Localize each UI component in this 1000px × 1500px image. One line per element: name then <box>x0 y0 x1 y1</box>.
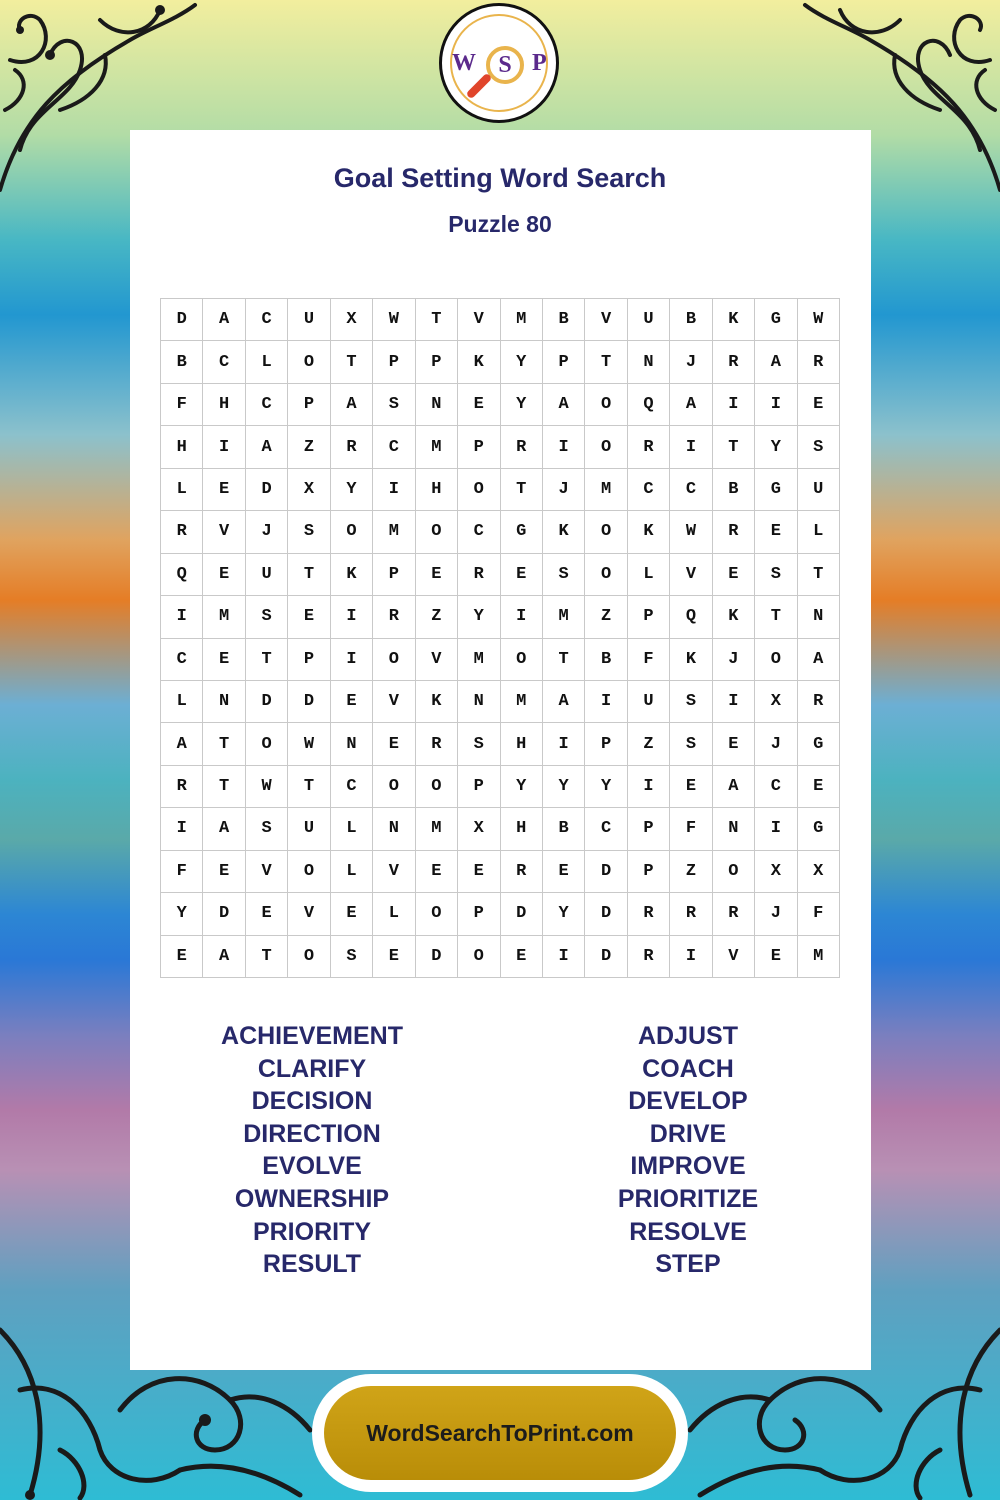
grid-cell[interactable]: C <box>585 808 627 850</box>
grid-cell[interactable]: R <box>713 341 755 383</box>
grid-cell[interactable]: T <box>246 936 288 978</box>
grid-cell[interactable]: O <box>288 341 330 383</box>
grid-cell[interactable]: Y <box>501 341 543 383</box>
grid-cell[interactable]: N <box>373 808 415 850</box>
grid-cell[interactable]: V <box>246 851 288 893</box>
grid-cell[interactable]: E <box>713 723 755 765</box>
grid-cell[interactable]: V <box>585 299 627 341</box>
grid-cell[interactable]: I <box>755 384 797 426</box>
word-list-right <box>538 1020 838 1281</box>
grid-cell[interactable]: D <box>203 893 245 935</box>
grid-cell[interactable]: G <box>501 511 543 553</box>
grid-cell[interactable]: R <box>373 596 415 638</box>
grid-cell[interactable]: S <box>798 426 840 468</box>
grid-cell[interactable]: H <box>416 469 458 511</box>
grid-cell[interactable]: E <box>416 851 458 893</box>
grid-cell[interactable]: C <box>628 469 670 511</box>
grid-cell[interactable]: Z <box>585 596 627 638</box>
grid-cell[interactable]: P <box>288 384 330 426</box>
grid-cell[interactable]: D <box>288 681 330 723</box>
grid-cell[interactable]: E <box>373 936 415 978</box>
grid-cell[interactable]: L <box>161 469 203 511</box>
grid-cell[interactable]: I <box>331 639 373 681</box>
grid-cell[interactable]: R <box>416 723 458 765</box>
grid-cell[interactable]: A <box>203 808 245 850</box>
grid-cell[interactable]: K <box>543 511 585 553</box>
grid-cell[interactable]: I <box>713 681 755 723</box>
grid-cell[interactable]: C <box>458 511 500 553</box>
grid-cell[interactable]: C <box>246 299 288 341</box>
grid-cell[interactable]: K <box>628 511 670 553</box>
grid-cell[interactable]: H <box>501 723 543 765</box>
grid-cell[interactable]: Z <box>416 596 458 638</box>
grid-cell[interactable]: X <box>331 299 373 341</box>
grid-cell[interactable]: S <box>246 808 288 850</box>
grid-cell[interactable]: A <box>203 936 245 978</box>
grid-cell[interactable]: N <box>628 341 670 383</box>
grid-cell[interactable]: M <box>501 681 543 723</box>
grid-cell[interactable]: T <box>246 639 288 681</box>
grid-cell[interactable]: K <box>713 299 755 341</box>
grid-cell[interactable]: L <box>628 554 670 596</box>
magnifier-icon <box>486 46 524 84</box>
word-list-item: COACH <box>642 1054 734 1083</box>
grid-cell[interactable]: C <box>373 426 415 468</box>
grid-cell[interactable]: E <box>246 893 288 935</box>
grid-cell[interactable]: E <box>373 723 415 765</box>
grid-cell[interactable]: S <box>288 511 330 553</box>
grid-cell[interactable]: X <box>288 469 330 511</box>
grid-cell[interactable]: T <box>288 766 330 808</box>
grid-cell[interactable]: T <box>585 341 627 383</box>
logo-letter-s: S <box>498 52 512 78</box>
grid-cell[interactable]: U <box>798 469 840 511</box>
grid-cell[interactable]: J <box>755 893 797 935</box>
grid-cell[interactable]: I <box>161 808 203 850</box>
grid-cell[interactable]: T <box>416 299 458 341</box>
grid-cell[interactable]: O <box>585 384 627 426</box>
grid-cell[interactable]: E <box>203 469 245 511</box>
grid-cell[interactable]: L <box>798 511 840 553</box>
grid-cell[interactable]: P <box>458 426 500 468</box>
grid-cell[interactable]: J <box>246 511 288 553</box>
grid-cell[interactable]: V <box>458 299 500 341</box>
grid-cell[interactable]: A <box>670 384 712 426</box>
grid-cell[interactable]: T <box>203 723 245 765</box>
grid-cell[interactable]: R <box>161 766 203 808</box>
grid-cell[interactable]: O <box>585 554 627 596</box>
grid-cell[interactable]: D <box>246 469 288 511</box>
grid-cell[interactable]: I <box>543 723 585 765</box>
grid-cell[interactable]: F <box>798 893 840 935</box>
grid-cell[interactable]: D <box>501 893 543 935</box>
grid-cell[interactable]: M <box>203 596 245 638</box>
grid-cell[interactable]: Y <box>331 469 373 511</box>
grid-cell[interactable]: O <box>713 851 755 893</box>
grid-cell[interactable]: D <box>416 936 458 978</box>
grid-cell[interactable]: I <box>713 384 755 426</box>
grid-cell[interactable]: K <box>331 554 373 596</box>
grid-cell[interactable]: G <box>755 469 797 511</box>
grid-cell[interactable]: F <box>161 384 203 426</box>
grid-cell[interactable]: E <box>798 766 840 808</box>
grid-cell[interactable]: O <box>373 639 415 681</box>
grid-cell[interactable]: E <box>755 511 797 553</box>
grid-cell[interactable]: E <box>713 554 755 596</box>
grid-cell[interactable]: P <box>288 639 330 681</box>
grid-cell[interactable]: N <box>713 808 755 850</box>
grid-cell[interactable]: O <box>288 936 330 978</box>
grid-cell[interactable]: R <box>798 681 840 723</box>
grid-cell[interactable]: E <box>203 554 245 596</box>
puzzle-number: Puzzle 80 <box>448 211 552 237</box>
grid-cell[interactable]: E <box>798 384 840 426</box>
grid-cell[interactable]: D <box>161 299 203 341</box>
grid-cell[interactable]: W <box>288 723 330 765</box>
page-title: Goal Setting Word Search <box>333 163 667 193</box>
word-list-left <box>162 1020 462 1281</box>
grid-cell[interactable]: C <box>203 341 245 383</box>
grid-cell[interactable]: W <box>670 511 712 553</box>
word-list-item: CLARIFY <box>257 1054 367 1083</box>
grid-cell[interactable]: U <box>288 299 330 341</box>
grid-cell[interactable]: I <box>628 766 670 808</box>
grid-cell[interactable]: U <box>246 554 288 596</box>
grid-cell[interactable]: U <box>628 681 670 723</box>
grid-cell[interactable]: R <box>713 511 755 553</box>
grid-cell[interactable]: J <box>713 639 755 681</box>
grid-cell[interactable]: K <box>458 341 500 383</box>
grid-cell[interactable]: S <box>670 723 712 765</box>
word-list-item: OWNERSHIP <box>234 1184 390 1213</box>
grid-cell[interactable]: R <box>628 426 670 468</box>
grid-cell[interactable]: B <box>713 469 755 511</box>
grid-cell[interactable]: J <box>543 469 585 511</box>
grid-cell[interactable]: A <box>203 299 245 341</box>
grid-cell[interactable]: H <box>203 384 245 426</box>
grid-cell[interactable]: T <box>203 766 245 808</box>
grid-cell[interactable]: E <box>543 851 585 893</box>
grid-cell[interactable]: Q <box>628 384 670 426</box>
grid-cell[interactable]: T <box>713 426 755 468</box>
word-list-item: RESULT <box>262 1250 362 1279</box>
word-list-item: IMPROVE <box>630 1152 746 1181</box>
grid-cell[interactable]: O <box>458 469 500 511</box>
grid-cell[interactable]: F <box>670 808 712 850</box>
grid-cell[interactable]: H <box>161 426 203 468</box>
grid-cell[interactable]: D <box>585 893 627 935</box>
grid-cell[interactable]: B <box>161 341 203 383</box>
grid-cell[interactable]: O <box>416 511 458 553</box>
grid-cell[interactable]: G <box>755 299 797 341</box>
grid-cell[interactable]: P <box>458 893 500 935</box>
grid-cell[interactable]: N <box>203 681 245 723</box>
grid-cell[interactable]: E <box>458 851 500 893</box>
grid-cell[interactable]: R <box>628 893 670 935</box>
grid-cell[interactable]: J <box>670 341 712 383</box>
grid-cell[interactable]: V <box>670 554 712 596</box>
grid-cell[interactable]: K <box>713 596 755 638</box>
grid-cell[interactable]: Z <box>288 426 330 468</box>
grid-cell[interactable]: I <box>331 596 373 638</box>
grid-cell[interactable]: I <box>161 596 203 638</box>
grid-cell[interactable]: R <box>713 893 755 935</box>
grid-cell[interactable]: K <box>416 681 458 723</box>
grid-cell[interactable]: F <box>628 639 670 681</box>
grid-cell[interactable]: A <box>331 384 373 426</box>
grid-cell[interactable]: R <box>501 851 543 893</box>
grid-cell[interactable]: V <box>713 936 755 978</box>
grid-cell[interactable]: C <box>670 469 712 511</box>
grid-cell[interactable]: G <box>798 808 840 850</box>
grid-cell[interactable]: I <box>203 426 245 468</box>
grid-cell[interactable]: M <box>501 299 543 341</box>
grid-cell[interactable]: N <box>798 596 840 638</box>
grid-cell[interactable]: S <box>670 681 712 723</box>
grid-cell[interactable]: M <box>543 596 585 638</box>
grid-cell[interactable]: P <box>628 596 670 638</box>
grid-cell[interactable]: B <box>585 639 627 681</box>
website-label: WordSearchToPrint.com <box>366 1419 634 1446</box>
grid-cell[interactable]: E <box>288 596 330 638</box>
grid-cell[interactable]: E <box>331 893 373 935</box>
grid-cell[interactable]: E <box>755 936 797 978</box>
grid-cell[interactable]: N <box>458 681 500 723</box>
grid-cell[interactable]: A <box>798 639 840 681</box>
grid-cell[interactable]: Q <box>161 554 203 596</box>
grid-cell[interactable]: X <box>755 851 797 893</box>
word-list-item: ADJUST <box>637 1022 738 1050</box>
grid-cell[interactable]: O <box>331 511 373 553</box>
grid-cell[interactable]: Y <box>543 766 585 808</box>
grid-cell[interactable]: L <box>161 681 203 723</box>
grid-cell[interactable]: F <box>161 851 203 893</box>
grid-cell[interactable]: U <box>288 808 330 850</box>
grid-cell[interactable]: O <box>501 639 543 681</box>
grid-cell[interactable]: C <box>331 766 373 808</box>
grid-cell[interactable]: I <box>543 426 585 468</box>
grid-cell[interactable]: I <box>585 681 627 723</box>
grid-cell[interactable]: L <box>373 893 415 935</box>
grid-cell[interactable]: N <box>416 384 458 426</box>
grid-cell[interactable]: M <box>373 511 415 553</box>
grid-cell[interactable]: Y <box>755 426 797 468</box>
grid-cell[interactable]: I <box>373 469 415 511</box>
word-list-item: ACHIEVEMENT <box>221 1022 403 1050</box>
grid-cell[interactable]: Y <box>501 766 543 808</box>
grid-cell[interactable]: I <box>543 936 585 978</box>
grid-cell[interactable]: A <box>161 723 203 765</box>
grid-cell[interactable]: E <box>203 851 245 893</box>
grid-cell[interactable]: P <box>585 723 627 765</box>
grid-cell[interactable]: T <box>755 596 797 638</box>
grid-cell[interactable]: S <box>543 554 585 596</box>
grid-cell[interactable]: I <box>501 596 543 638</box>
grid-cell[interactable]: R <box>501 426 543 468</box>
grid-cell[interactable]: W <box>246 766 288 808</box>
grid-cell[interactable]: C <box>246 384 288 426</box>
grid-cell[interactable]: V <box>373 681 415 723</box>
grid-cell[interactable]: Y <box>543 893 585 935</box>
grid-cell[interactable]: P <box>628 808 670 850</box>
grid-cell[interactable]: P <box>543 341 585 383</box>
grid-cell[interactable]: L <box>331 851 373 893</box>
grid-cell[interactable]: L <box>246 341 288 383</box>
grid-cell[interactable]: O <box>416 766 458 808</box>
grid-cell[interactable]: O <box>416 893 458 935</box>
word-list-item: DECISION <box>251 1087 373 1116</box>
grid-cell[interactable]: R <box>161 511 203 553</box>
grid-cell[interactable]: D <box>585 851 627 893</box>
word-list-item: STEP <box>655 1250 721 1279</box>
grid-cell[interactable]: T <box>501 469 543 511</box>
grid-cell[interactable]: M <box>585 469 627 511</box>
grid-cell[interactable]: Q <box>670 596 712 638</box>
letter-grid <box>160 298 840 978</box>
grid-cell[interactable]: R <box>331 426 373 468</box>
grid-cell[interactable]: K <box>670 639 712 681</box>
grid-cell[interactable]: W <box>798 299 840 341</box>
grid-cell[interactable]: E <box>501 936 543 978</box>
grid-cell[interactable]: M <box>458 639 500 681</box>
grid-cell[interactable]: O <box>373 766 415 808</box>
grid-cell[interactable]: A <box>246 426 288 468</box>
grid-cell[interactable]: T <box>543 639 585 681</box>
grid-cell[interactable]: W <box>373 299 415 341</box>
grid-cell[interactable]: B <box>670 299 712 341</box>
logo-letter-w: W <box>452 50 476 76</box>
grid-cell[interactable]: M <box>798 936 840 978</box>
grid-cell[interactable]: R <box>670 893 712 935</box>
grid-cell[interactable]: R <box>628 936 670 978</box>
grid-cell[interactable]: C <box>161 639 203 681</box>
grid-cell[interactable]: O <box>585 426 627 468</box>
grid-cell[interactable]: I <box>670 426 712 468</box>
grid-cell[interactable]: M <box>416 426 458 468</box>
word-list-item: DIRECTION <box>243 1119 381 1148</box>
grid-cell[interactable]: E <box>161 936 203 978</box>
grid-cell[interactable]: O <box>246 723 288 765</box>
grid-cell[interactable]: D <box>585 936 627 978</box>
grid-cell[interactable]: V <box>416 639 458 681</box>
word-list-item: PRIORITIZE <box>617 1184 759 1213</box>
grid-cell[interactable]: C <box>755 766 797 808</box>
logo-letter-p: P <box>532 50 547 76</box>
grid-cell[interactable]: V <box>288 893 330 935</box>
grid-cell[interactable]: R <box>798 341 840 383</box>
grid-cell[interactable]: H <box>501 808 543 850</box>
grid-cell[interactable]: O <box>585 511 627 553</box>
grid-cell[interactable]: I <box>670 936 712 978</box>
grid-cell[interactable]: E <box>416 554 458 596</box>
grid-cell[interactable]: A <box>755 341 797 383</box>
grid-cell[interactable]: V <box>373 851 415 893</box>
website-button[interactable] <box>324 1386 676 1480</box>
grid-cell[interactable]: E <box>670 766 712 808</box>
grid-cell[interactable]: V <box>203 511 245 553</box>
word-list-item: RESOLVE <box>629 1217 747 1246</box>
website-banner <box>312 1374 688 1492</box>
grid-cell[interactable]: Y <box>501 384 543 426</box>
grid-cell[interactable]: Y <box>585 766 627 808</box>
wsp-logo <box>439 3 559 123</box>
grid-cell[interactable]: M <box>416 808 458 850</box>
grid-cell[interactable]: P <box>373 341 415 383</box>
word-list-item: DEVELOP <box>628 1087 748 1116</box>
grid-cell[interactable]: S <box>331 936 373 978</box>
grid-cell[interactable]: R <box>458 554 500 596</box>
grid-cell[interactable]: B <box>543 808 585 850</box>
grid-cell[interactable]: Z <box>628 723 670 765</box>
grid-cell[interactable]: B <box>543 299 585 341</box>
grid-cell[interactable]: T <box>288 554 330 596</box>
grid-cell[interactable]: A <box>543 384 585 426</box>
grid-cell[interactable]: N <box>331 723 373 765</box>
word-list-item: PRIORITY <box>252 1217 372 1246</box>
grid-cell[interactable]: E <box>203 639 245 681</box>
grid-cell[interactable]: L <box>331 808 373 850</box>
grid-cell[interactable]: O <box>288 851 330 893</box>
grid-cell[interactable]: Y <box>161 893 203 935</box>
word-list-item: DRIVE <box>649 1119 727 1148</box>
grid-cell[interactable]: P <box>458 766 500 808</box>
grid-cell[interactable]: D <box>246 681 288 723</box>
grid-cell[interactable]: Z <box>670 851 712 893</box>
grid-cell[interactable]: U <box>628 299 670 341</box>
grid-cell[interactable]: P <box>416 341 458 383</box>
grid-cell[interactable]: G <box>798 723 840 765</box>
grid-cell[interactable]: A <box>543 681 585 723</box>
grid-cell[interactable]: S <box>458 723 500 765</box>
grid-cell[interactable]: T <box>331 341 373 383</box>
grid-cell[interactable]: E <box>458 384 500 426</box>
grid-cell[interactable]: P <box>373 554 415 596</box>
grid-cell[interactable]: S <box>373 384 415 426</box>
grid-cell[interactable]: I <box>755 808 797 850</box>
grid-cell[interactable]: O <box>458 936 500 978</box>
word-list-item: EVOLVE <box>262 1152 362 1181</box>
grid-cell[interactable]: X <box>798 851 840 893</box>
grid-cell[interactable]: A <box>713 766 755 808</box>
grid-cell[interactable]: S <box>246 596 288 638</box>
grid-cell[interactable]: O <box>755 639 797 681</box>
grid-cell[interactable]: S <box>755 554 797 596</box>
grid-cell[interactable]: J <box>755 723 797 765</box>
grid-cell[interactable]: Y <box>458 596 500 638</box>
grid-cell[interactable]: P <box>628 851 670 893</box>
grid-cell[interactable]: X <box>755 681 797 723</box>
grid-cell[interactable]: E <box>331 681 373 723</box>
grid-cell[interactable]: X <box>458 808 500 850</box>
grid-cell[interactable]: T <box>798 554 840 596</box>
grid-cell[interactable]: E <box>501 554 543 596</box>
